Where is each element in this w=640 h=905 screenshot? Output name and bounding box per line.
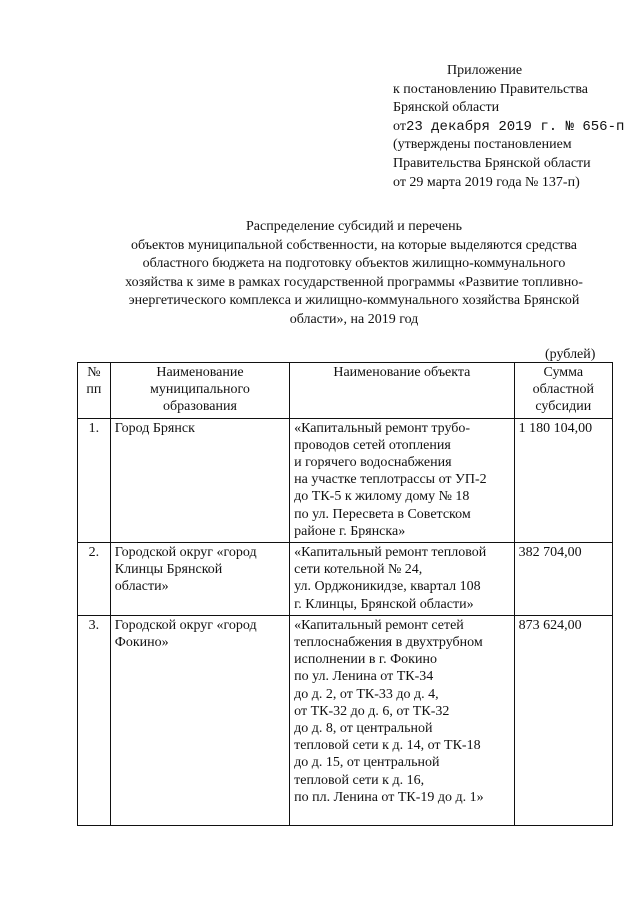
header-amount: Сумма областной субсидии [514, 363, 612, 419]
appendix-heading: Приложение [447, 63, 523, 78]
row-amount: 382 704,00 [514, 543, 612, 616]
row-amount: 1 180 104,00 [514, 418, 612, 542]
subsidy-table [77, 362, 613, 826]
table-row [78, 543, 613, 616]
table-row [78, 615, 613, 825]
appendix-approved-line: (утверждены постановлением [393, 137, 572, 153]
title-line: областного бюджета на подготовку объектов жилищно-коммунального [142, 256, 566, 272]
appendix-date-prefix: от [393, 118, 406, 134]
title-line: хозяйства к зиме в рамках государственной программы «Развитие топливно- [125, 274, 583, 290]
units-label: (рублей) [545, 347, 596, 362]
appendix-approved-line: Правительства Брянской области [393, 155, 591, 171]
row-number: 2. [78, 543, 111, 616]
row-object: «Капитальный ремонт сетей теплоснабжения в двухтрубном исполнении в г. Фокино по ул. Ленина от ТК-34 до д. 2, от ТК-33 до д. 4, от ТК-32 до д. 6, от ТК-32 до д. 8, от центральной тепловой сети к д. 14, от ТК-18 до д. 15, от центральной тепловой сети к д. 16, по пл. Ленина от ТК-19 до д. 1» [290, 615, 514, 825]
title-line: энергетического комплекса и жилищно-коммунального хозяйства Брянской [128, 293, 580, 309]
table-header-row [78, 363, 613, 419]
row-number: 3. [78, 615, 111, 825]
header-municipality: Наименование муниципального образования [110, 363, 289, 419]
row-number: 1. [78, 418, 111, 542]
document-title [78, 218, 630, 330]
row-municipality: Городской округ «город Клинцы Брянской области» [110, 543, 289, 616]
title-line: объектов муниципальной собственности, на которые выделяются средства [131, 237, 577, 253]
appendix-line: Брянской области [393, 100, 500, 116]
appendix-date-stamp: 23 декабря 2019 г. № 656-п [405, 118, 625, 135]
appendix-approved-line: от 29 марта 2019 года № 137-п) [393, 174, 580, 190]
row-object: «Капитальный ремонт трубо- проводов сетей отопления и горячего водоснабжения на участке теплотрассы от УП-2 до ТК-5 к жилому дому № 18 по ул. Пересвета в Советском районе г. Брянска» [290, 418, 514, 542]
row-object: «Капитальный ремонт тепловой сети котельной № 24, ул. Орджоникидзе, квартал 108 г. Клинцы, Брянской области» [290, 543, 514, 616]
header-object: Наименование объекта [290, 363, 514, 419]
appendix-line: к постановлению Правительства [393, 81, 589, 97]
row-municipality: Городской округ «город Фокино» [110, 615, 289, 825]
appendix-date-line [393, 118, 633, 137]
table-row [78, 418, 613, 542]
row-amount: 873 624,00 [514, 615, 612, 825]
row-municipality: Город Брянск [110, 418, 289, 542]
title-line: области», на 2019 год [289, 311, 419, 327]
header-number: № пп [78, 363, 111, 419]
appendix-block [393, 62, 633, 192]
title-line: Распределение субсидий и перечень [246, 219, 462, 234]
